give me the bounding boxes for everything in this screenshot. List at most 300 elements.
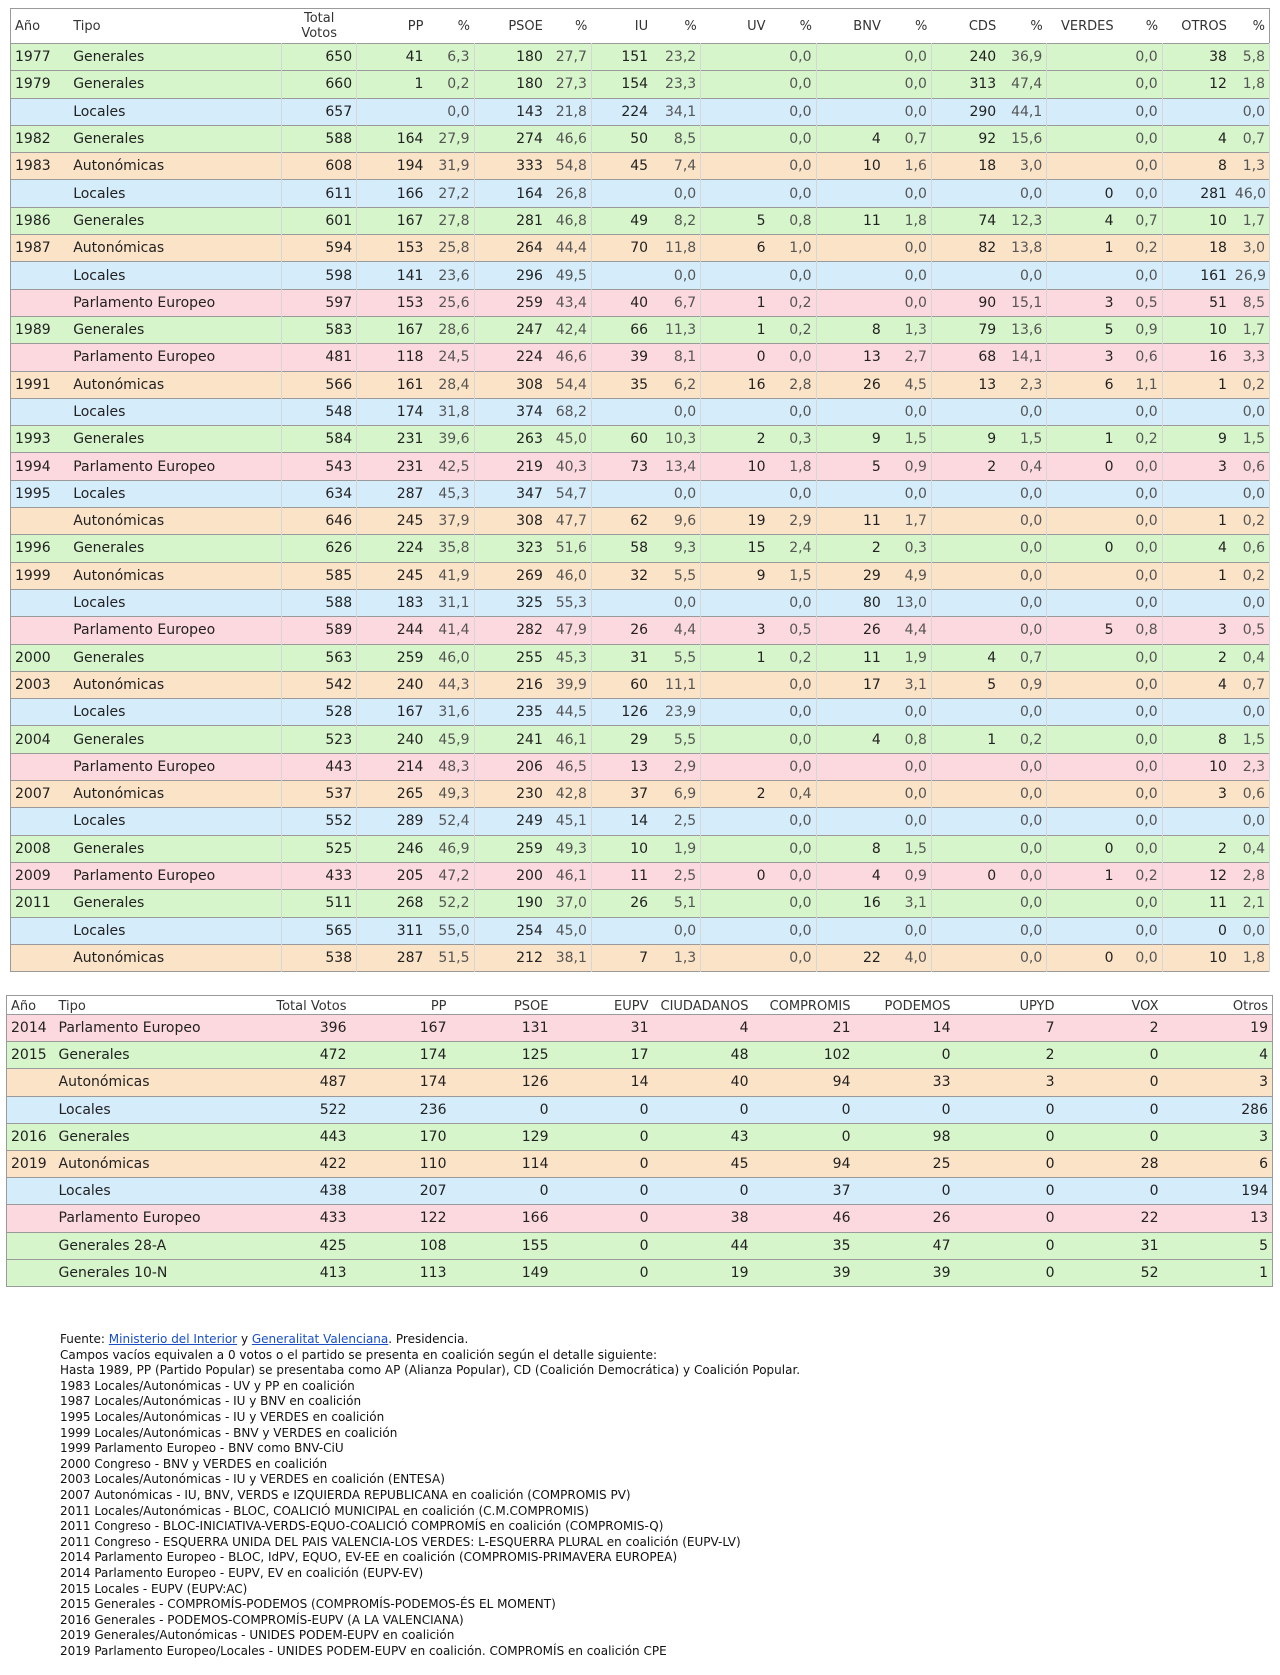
- cell-percent: 54,8: [547, 153, 592, 180]
- cell-votes: 40: [591, 289, 652, 316]
- table-row: [11, 44, 1270, 71]
- cell-percent: 0,0: [769, 398, 816, 425]
- cell-percent: 46,6: [547, 344, 592, 371]
- cell-votes: 37: [591, 781, 652, 808]
- cell-votes: 108: [351, 1232, 451, 1259]
- cell-percent: 0,2: [1118, 235, 1163, 262]
- cell-percent: 0,7: [1118, 207, 1163, 234]
- cell-votes: [1047, 508, 1118, 535]
- cell-tipo: Generales: [69, 71, 282, 98]
- cell-percent: 1,7: [1231, 207, 1270, 234]
- cell-total-votos: 443: [251, 1123, 351, 1150]
- cell-year: [7, 1178, 55, 1205]
- cell-votes: 224: [591, 98, 652, 125]
- cell-total-votos: 626: [282, 535, 357, 562]
- table-row: [11, 289, 1270, 316]
- cell-votes: 0: [855, 1042, 955, 1069]
- cell-votes: 246: [357, 835, 428, 862]
- col-header-year: Año: [15, 18, 41, 34]
- cell-votes: 0: [1047, 835, 1118, 862]
- cell-percent: 2,4: [769, 535, 816, 562]
- cell-year: [11, 617, 70, 644]
- cell-percent: 25,8: [427, 235, 474, 262]
- cell-votes: [1162, 699, 1231, 726]
- cell-votes: 249: [474, 808, 547, 835]
- cell-votes: 58: [591, 535, 652, 562]
- col-header-otros-pct: %: [1252, 18, 1265, 34]
- cell-votes: 313: [931, 71, 1000, 98]
- cell-votes: [1047, 153, 1118, 180]
- cell-percent: 0,0: [1000, 508, 1047, 535]
- cell-year: [11, 808, 70, 835]
- cell-percent: 0,0: [769, 180, 816, 207]
- cell-year: 2007: [11, 781, 70, 808]
- cell-percent: 36,9: [1000, 44, 1047, 71]
- cell-votes: 0: [955, 1123, 1059, 1150]
- cell-votes: [931, 535, 1000, 562]
- cell-votes: 290: [931, 98, 1000, 125]
- cell-percent: 28,4: [427, 371, 474, 398]
- cell-year: [7, 1259, 55, 1286]
- cell-votes: 1: [1162, 562, 1231, 589]
- link-ministerio-interior[interactable]: Ministerio del Interior: [108, 1332, 238, 1346]
- cell-votes: 190: [474, 890, 547, 917]
- table-row: [11, 781, 1270, 808]
- cell-percent: 26,8: [547, 180, 592, 207]
- cell-votes: 174: [351, 1042, 451, 1069]
- cell-total-votos: 543: [282, 453, 357, 480]
- cell-percent: 47,7: [547, 508, 592, 535]
- cell-percent: 0,0: [1231, 398, 1270, 425]
- cell-total-votos: 646: [282, 508, 357, 535]
- cell-percent: 0,0: [1118, 453, 1163, 480]
- note-line: 2014 Parlamento Europeo - BLOC, IdPV, EQUO, EV-EE en coalición (COMPROMIS-PRIMAVERA EUROPEA): [60, 1550, 678, 1565]
- cell-votes: [701, 398, 770, 425]
- cell-votes: 1: [701, 644, 770, 671]
- cell-percent: 0,0: [1118, 699, 1163, 726]
- table-row: [7, 1096, 1273, 1123]
- cell-votes: 26: [591, 617, 652, 644]
- cell-votes: [816, 753, 885, 780]
- cell-percent: 27,8: [427, 207, 474, 234]
- cell-votes: [701, 180, 770, 207]
- table-row: [11, 235, 1270, 262]
- table-row: [11, 617, 1270, 644]
- cell-percent: 3,1: [885, 890, 932, 917]
- cell-votes: 286: [1163, 1096, 1273, 1123]
- cell-votes: 10: [1162, 207, 1231, 234]
- cell-percent: 39,9: [547, 671, 592, 698]
- cell-votes: 74: [931, 207, 1000, 234]
- cell-votes: 9: [1162, 426, 1231, 453]
- cell-votes: [701, 944, 770, 971]
- cell-percent: 46,5: [547, 753, 592, 780]
- cell-total-votos: 583: [282, 316, 357, 343]
- cell-percent: 45,0: [547, 917, 592, 944]
- cell-year: [11, 398, 70, 425]
- cell-percent: 0,9: [885, 862, 932, 889]
- cell-votes: [1047, 671, 1118, 698]
- cell-votes: 164: [357, 125, 428, 152]
- cell-total-votos: 425: [251, 1232, 351, 1259]
- cell-votes: 308: [474, 508, 547, 535]
- cell-votes: [931, 917, 1000, 944]
- notes-section: [60, 1332, 1260, 1659]
- cell-percent: 45,1: [547, 808, 592, 835]
- cell-votes: 244: [357, 617, 428, 644]
- link-generalitat-valenciana[interactable]: Generalitat Valenciana: [251, 1332, 389, 1346]
- table-row: [11, 562, 1270, 589]
- cell-votes: [701, 753, 770, 780]
- cell-votes: 3: [1047, 344, 1118, 371]
- cell-percent: 49,3: [427, 781, 474, 808]
- cell-tipo: Parlamento Europeo: [55, 1205, 251, 1232]
- cell-votes: 240: [357, 671, 428, 698]
- cell-year: 1991: [11, 371, 70, 398]
- cell-percent: 31,6: [427, 699, 474, 726]
- cell-percent: 2,3: [1231, 753, 1270, 780]
- cell-votes: 46: [753, 1205, 855, 1232]
- cell-votes: 22: [816, 944, 885, 971]
- cell-percent: 0,2: [1231, 371, 1270, 398]
- cell-year: 1977: [11, 44, 70, 71]
- cell-votes: 9: [931, 426, 1000, 453]
- cell-votes: 143: [474, 98, 547, 125]
- table-row: [7, 1232, 1273, 1259]
- cell-votes: 0: [955, 1259, 1059, 1286]
- cell-percent: 1,5: [885, 835, 932, 862]
- cell-percent: 3,1: [885, 671, 932, 698]
- cell-votes: 0: [1047, 180, 1118, 207]
- cell-percent: 26,9: [1231, 262, 1270, 289]
- cell-votes: 245: [357, 562, 428, 589]
- cell-percent: 0,0: [885, 781, 932, 808]
- cell-percent: 41,4: [427, 617, 474, 644]
- cell-percent: 25,6: [427, 289, 474, 316]
- cell-percent: 0,0: [1000, 781, 1047, 808]
- note-line: 2019 Generales/Autonómicas - UNIDES PODEM-EUPV en coalición: [60, 1628, 455, 1643]
- cell-percent: 35,8: [427, 535, 474, 562]
- cell-votes: [816, 699, 885, 726]
- cell-votes: 131: [451, 1015, 553, 1042]
- cell-percent: 0,0: [769, 862, 816, 889]
- cell-votes: 2: [701, 781, 770, 808]
- cell-tipo: Generales: [69, 125, 282, 152]
- cell-percent: 2,3: [1000, 371, 1047, 398]
- cell-votes: 31: [591, 644, 652, 671]
- cell-votes: 167: [357, 207, 428, 234]
- cell-total-votos: 598: [282, 262, 357, 289]
- cell-votes: [591, 480, 652, 507]
- cell-percent: 21,8: [547, 98, 592, 125]
- cell-votes: 13: [816, 344, 885, 371]
- cell-votes: 2: [931, 453, 1000, 480]
- table-row: [11, 316, 1270, 343]
- cell-percent: 48,3: [427, 753, 474, 780]
- cell-votes: [701, 835, 770, 862]
- cell-percent: 0,2: [1231, 508, 1270, 535]
- cell-votes: 161: [1162, 262, 1231, 289]
- cell-votes: [701, 699, 770, 726]
- cell-total-votos: 422: [251, 1150, 351, 1177]
- cell-votes: [591, 180, 652, 207]
- cell-votes: 0: [1059, 1096, 1163, 1123]
- col-header-iu-pct: %: [684, 18, 697, 34]
- note-line: Campos vacíos equivalen a 0 votos o el partido se presenta en coalición según el detalle siguiente:: [60, 1347, 658, 1362]
- cell-votes: 38: [653, 1205, 753, 1232]
- cell-votes: 183: [357, 589, 428, 616]
- cell-percent: 31,1: [427, 589, 474, 616]
- cell-votes: 0: [553, 1096, 653, 1123]
- cell-votes: [931, 835, 1000, 862]
- cell-percent: 6,2: [652, 371, 701, 398]
- cell-votes: 26: [816, 371, 885, 398]
- cell-votes: 166: [451, 1205, 553, 1232]
- cell-tipo: Autonómicas: [69, 508, 282, 535]
- cell-percent: 11,3: [652, 316, 701, 343]
- cell-percent: 45,0: [547, 426, 592, 453]
- cell-votes: 126: [451, 1069, 553, 1096]
- cell-votes: 0: [753, 1096, 855, 1123]
- table-row: [11, 726, 1270, 753]
- cell-total-votos: 657: [282, 98, 357, 125]
- cell-votes: 4: [931, 644, 1000, 671]
- cell-percent: 49,5: [547, 262, 592, 289]
- cell-votes: [1047, 781, 1118, 808]
- col-header-tipo: Tipo: [73, 18, 101, 34]
- cell-votes: 1: [1047, 426, 1118, 453]
- cell-percent: 1,8: [885, 207, 932, 234]
- cell-votes: 0: [753, 1123, 855, 1150]
- cell-votes: 0: [1047, 535, 1118, 562]
- cell-votes: 3: [1163, 1123, 1273, 1150]
- cell-tipo: Locales: [69, 262, 282, 289]
- cell-votes: 10: [701, 453, 770, 480]
- col-header-psoe: PSOE: [508, 18, 543, 34]
- cell-votes: 62: [591, 508, 652, 535]
- cell-votes: 26: [816, 617, 885, 644]
- cell-percent: 4,5: [885, 371, 932, 398]
- cell-percent: 0,0: [1118, 44, 1163, 71]
- cell-percent: 13,0: [885, 589, 932, 616]
- cell-total-votos: 608: [282, 153, 357, 180]
- cell-votes: 14: [855, 1015, 955, 1042]
- cell-tipo: Locales: [69, 180, 282, 207]
- cell-votes: 0: [1059, 1042, 1163, 1069]
- cell-votes: [1162, 808, 1231, 835]
- cell-year: 2009: [11, 862, 70, 889]
- cell-votes: [591, 917, 652, 944]
- cell-votes: 308: [474, 371, 547, 398]
- cell-percent: 0,0: [1000, 180, 1047, 207]
- cell-votes: 0: [855, 1096, 955, 1123]
- cell-percent: 0,0: [885, 398, 932, 425]
- cell-year: [11, 589, 70, 616]
- cell-votes: 289: [357, 808, 428, 835]
- note-line: 2007 Autonómicas - IU, BNV, VERDS e IZQUIERDA REPUBLICANA en coalición (COMPROMIS PV): [60, 1487, 631, 1502]
- cell-votes: 43: [653, 1123, 753, 1150]
- cell-votes: 0: [955, 1096, 1059, 1123]
- cell-percent: 0,0: [1118, 535, 1163, 562]
- cell-percent: 0,0: [652, 480, 701, 507]
- cell-votes: 32: [591, 562, 652, 589]
- table-row: [7, 1069, 1273, 1096]
- cell-votes: 35: [753, 1232, 855, 1259]
- cell-votes: 0: [553, 1232, 653, 1259]
- cell-year: [11, 98, 70, 125]
- cell-percent: 0,0: [885, 480, 932, 507]
- cell-votes: [816, 289, 885, 316]
- cell-tipo: Locales: [55, 1178, 251, 1205]
- cell-total-votos: 565: [282, 917, 357, 944]
- cell-percent: 31,9: [427, 153, 474, 180]
- table-row: [11, 398, 1270, 425]
- cell-percent: 0,0: [1000, 890, 1047, 917]
- cell-tipo: Generales: [69, 535, 282, 562]
- cell-votes: 60: [591, 671, 652, 698]
- table-row: [11, 344, 1270, 371]
- cell-votes: 10: [1162, 753, 1231, 780]
- cell-year: 1986: [11, 207, 70, 234]
- cell-votes: [931, 699, 1000, 726]
- cell-votes: 6: [1163, 1150, 1273, 1177]
- table-row: [11, 890, 1270, 917]
- cell-votes: 13: [931, 371, 1000, 398]
- cell-percent: 0,0: [1231, 808, 1270, 835]
- col-header-total-votos: [282, 9, 357, 44]
- cell-votes: [701, 480, 770, 507]
- cell-votes: [1047, 398, 1118, 425]
- cell-percent: 1,8: [769, 453, 816, 480]
- cell-year: [7, 1205, 55, 1232]
- cell-votes: 235: [474, 699, 547, 726]
- cell-percent: 40,3: [547, 453, 592, 480]
- table-row: [11, 862, 1270, 889]
- cell-votes: 1: [701, 289, 770, 316]
- cell-percent: 5,5: [652, 644, 701, 671]
- cell-percent: 0,0: [769, 480, 816, 507]
- cell-total-votos: 584: [282, 426, 357, 453]
- col-header-verdes: VERDES: [1060, 18, 1114, 34]
- cell-votes: 224: [357, 535, 428, 562]
- cell-percent: 49,3: [547, 835, 592, 862]
- cell-percent: 0,6: [1231, 535, 1270, 562]
- cell-tipo: Autonómicas: [69, 235, 282, 262]
- cell-total-votos: 601: [282, 207, 357, 234]
- cell-percent: 0,0: [885, 235, 932, 262]
- cell-percent: 43,4: [547, 289, 592, 316]
- col-header-verdes-pct: %: [1145, 18, 1159, 34]
- cell-votes: 12: [1162, 862, 1231, 889]
- cell-percent: 0,0: [652, 262, 701, 289]
- note-line: Hasta 1989, PP (Partido Popular) se presentaba como AP (Alianza Popular), CD (Coalición Democrática) y Coalición Popular.: [60, 1363, 801, 1378]
- cell-percent: 1,7: [885, 508, 932, 535]
- table2-header-row: [7, 996, 1273, 1015]
- cell-votes: 79: [931, 316, 1000, 343]
- cell-votes: 230: [474, 781, 547, 808]
- cell-votes: 11: [1162, 890, 1231, 917]
- cell-votes: 110: [351, 1150, 451, 1177]
- table-row: [7, 1259, 1273, 1286]
- cell-votes: 29: [591, 726, 652, 753]
- cell-percent: 0,6: [1118, 344, 1163, 371]
- results-table-2014-2019: [6, 995, 1273, 1287]
- table-row: [11, 699, 1270, 726]
- cell-votes: [816, 44, 885, 71]
- cell-total-votos: 588: [282, 589, 357, 616]
- cell-tipo: Parlamento Europeo: [69, 453, 282, 480]
- cell-percent: 4,4: [652, 617, 701, 644]
- cell-tipo: Generales: [55, 1042, 251, 1069]
- cell-total-votos: 594: [282, 235, 357, 262]
- cell-percent: 46,8: [547, 207, 592, 234]
- cell-percent: 0,0: [1000, 589, 1047, 616]
- cell-tipo: Parlamento Europeo: [69, 344, 282, 371]
- col-header-otros: OTROS: [1181, 18, 1227, 34]
- cell-year: 1989: [11, 316, 70, 343]
- cell-tipo: Parlamento Europeo: [69, 753, 282, 780]
- cell-percent: 0,3: [885, 535, 932, 562]
- cell-votes: 274: [474, 125, 547, 152]
- cell-percent: 0,4: [1231, 644, 1270, 671]
- cell-year: [7, 1096, 55, 1123]
- cell-tipo: Locales: [69, 917, 282, 944]
- cell-percent: 45,3: [547, 644, 592, 671]
- cell-percent: 9,6: [652, 508, 701, 535]
- cell-votes: [1047, 480, 1118, 507]
- cell-votes: 49: [591, 207, 652, 234]
- cell-total-votos: 472: [251, 1042, 351, 1069]
- cell-votes: [1047, 644, 1118, 671]
- cell-percent: 13,4: [652, 453, 701, 480]
- cell-percent: 0,0: [1000, 753, 1047, 780]
- note-line: 2016 Generales - PODEMOS-COMPROMÍS-EUPV (A LA VALENCIANA): [60, 1612, 464, 1627]
- cell-votes: [931, 589, 1000, 616]
- cell-percent: 0,0: [885, 699, 932, 726]
- cell-votes: 10: [591, 835, 652, 862]
- col-header-psoe-pct: %: [575, 18, 588, 34]
- cell-total-votos: 433: [251, 1205, 351, 1232]
- cell-votes: 15: [701, 535, 770, 562]
- cell-votes: [1047, 589, 1118, 616]
- cell-percent: 0,0: [1118, 781, 1163, 808]
- cell-percent: 0,5: [1118, 289, 1163, 316]
- cell-percent: 0,0: [652, 589, 701, 616]
- cell-votes: 259: [474, 835, 547, 862]
- cell-percent: 3,0: [1231, 235, 1270, 262]
- cell-tipo: Autonómicas: [55, 1069, 251, 1096]
- source-suffix: . Presidencia.: [388, 1332, 469, 1346]
- table-row: [11, 808, 1270, 835]
- cell-votes: 0: [653, 1178, 753, 1205]
- cell-votes: [701, 726, 770, 753]
- cell-percent: 0,4: [1000, 453, 1047, 480]
- cell-percent: 0,2: [1118, 426, 1163, 453]
- cell-votes: 31: [1059, 1232, 1163, 1259]
- cell-votes: 50: [591, 125, 652, 152]
- cell-votes: 113: [351, 1259, 451, 1286]
- note-line: 2003 Locales/Autonómicas - IU y VERDES en coalición (ENTESA): [60, 1472, 445, 1487]
- cell-votes: 3: [701, 617, 770, 644]
- cell-votes: 22: [1059, 1205, 1163, 1232]
- cell-votes: 323: [474, 535, 547, 562]
- cell-votes: 2: [1162, 835, 1231, 862]
- table-row: [11, 98, 1270, 125]
- cell-percent: 0,0: [1231, 917, 1270, 944]
- cell-votes: 263: [474, 426, 547, 453]
- cell-total-votos: 566: [282, 371, 357, 398]
- cell-total-votos: 528: [282, 699, 357, 726]
